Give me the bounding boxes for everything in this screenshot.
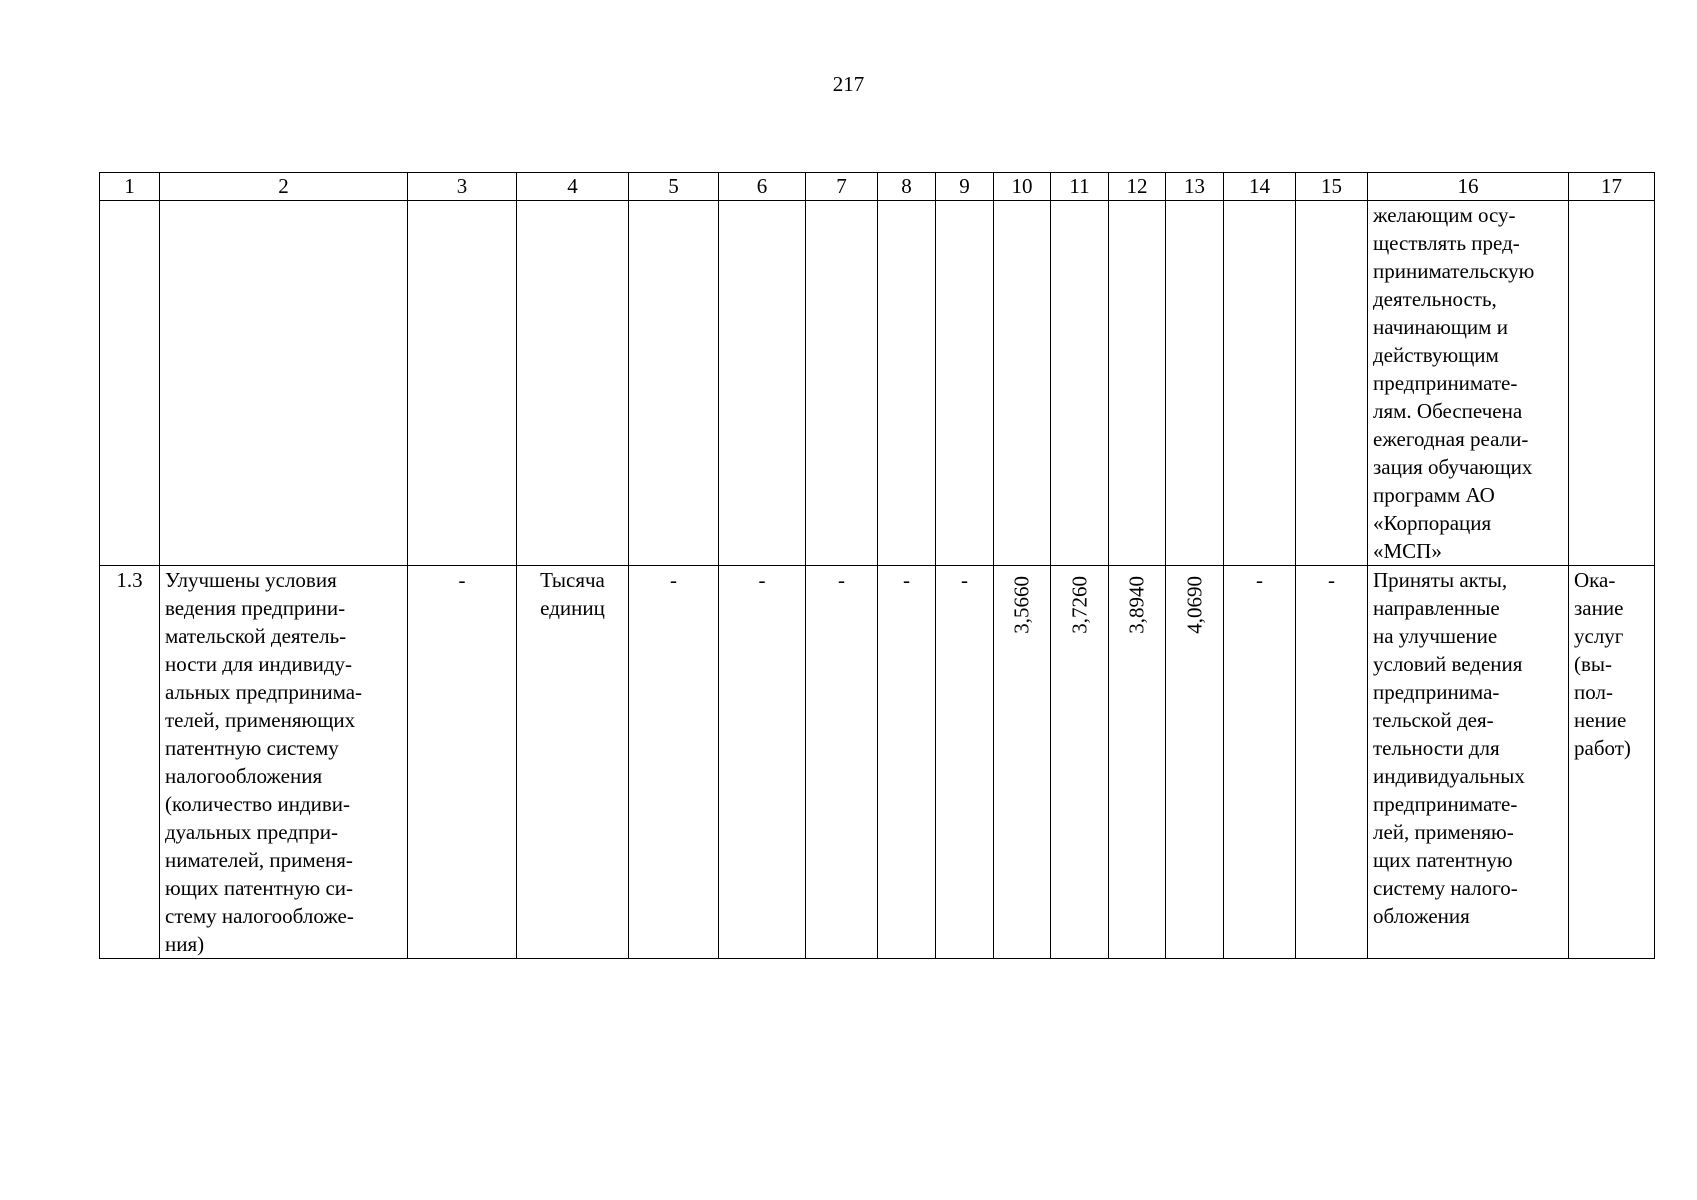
row-number-cell: 1.3: [100, 566, 160, 959]
value-cell: [1166, 566, 1224, 959]
vertical-value: 4,0690: [1182, 576, 1206, 634]
vertical-value: 3,8940: [1124, 576, 1149, 634]
table-header-row: [100, 173, 1655, 201]
column-header: 12: [1109, 173, 1166, 201]
table-cell: [1224, 201, 1296, 566]
table-cell: [806, 201, 878, 566]
column-header: 15: [1296, 173, 1368, 201]
table-cell: [1051, 201, 1109, 566]
result-description-cell: желающим осу- ществлять пред- принимательскую деятельность, начинающим и действующим предпринимате- лям. Обеспечена ежегодная реали- зация обучающих программ АО «Корпорация «МСП»: [1368, 201, 1569, 566]
vertical-value: 3,7260: [1067, 576, 1091, 634]
table-cell: [100, 201, 160, 566]
unit-cell: Тысяча единиц: [517, 566, 629, 959]
table-cell: -: [629, 566, 719, 959]
table-cell: -: [806, 566, 878, 959]
table-cell: -: [719, 566, 806, 959]
column-header: 6: [719, 173, 806, 201]
column-header: 5: [629, 173, 719, 201]
column-header: 3: [408, 173, 517, 201]
column-header: 2: [160, 173, 408, 201]
activity-type-cell: Ока- зание услуг (вы- пол- нение работ): [1569, 566, 1655, 959]
table-cell: [994, 201, 1051, 566]
page-number: 217: [832, 72, 865, 96]
column-header: 11: [1051, 173, 1109, 201]
table-cell: [1166, 201, 1224, 566]
table-cell: -: [878, 566, 936, 959]
column-header: 14: [1224, 173, 1296, 201]
table-cell: [517, 201, 629, 566]
table-cell: [160, 201, 408, 566]
table-cell: -: [1296, 566, 1368, 959]
column-header: 1: [100, 173, 160, 201]
table-cell: [629, 201, 719, 566]
table-cell: [408, 201, 517, 566]
table-cell: [878, 201, 936, 566]
column-header: 16: [1368, 173, 1569, 201]
indicator-name-cell: Улучшены условия ведения предприни- мательской деятель- ности для индивиду- альных предпринима- телей, применяющих патентную систему налогообложения (количество индиви- дуальных предпри- нимателей, применя- ющих патентную си- стему налогообложе- ния): [160, 566, 408, 959]
table-cell: [719, 201, 806, 566]
table-cell: [936, 201, 994, 566]
column-header: 10: [994, 173, 1051, 201]
column-header: 9: [936, 173, 994, 201]
table-cell: [1296, 201, 1368, 566]
table-row: [100, 201, 1655, 566]
value-cell: [1109, 566, 1166, 959]
column-header: 13: [1166, 173, 1224, 201]
column-header: 8: [878, 173, 936, 201]
column-header: 4: [517, 173, 629, 201]
data-table: [99, 172, 1655, 959]
table-cell: -: [1224, 566, 1296, 959]
table-cell: [1109, 201, 1166, 566]
table-cell: -: [936, 566, 994, 959]
table-cell: [1569, 201, 1655, 566]
column-header: 17: [1569, 173, 1655, 201]
column-header: 7: [806, 173, 878, 201]
vertical-value: 3,5660: [1009, 576, 1034, 634]
table-cell: -: [408, 566, 517, 959]
value-cell: [1051, 566, 1109, 959]
table-row: [100, 566, 1655, 959]
value-cell: [994, 566, 1051, 959]
result-description-cell: Приняты акты, направленные на улучшение условий ведения предпринима- тельской дея- тельности для индивидуальных предпринимате- лей, применяю- щих патентную систему налого- обложения: [1368, 566, 1569, 959]
